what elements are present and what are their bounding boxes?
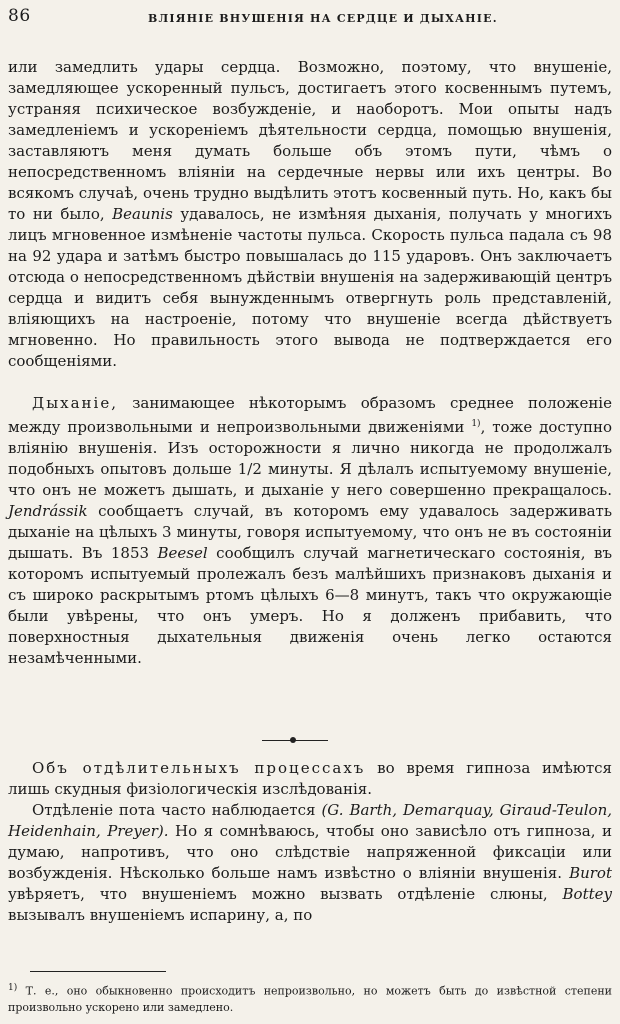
author-name-beaunis: Beaunis — [112, 205, 173, 223]
footnote-text: Т. е., оно обыкновенно происходитъ непроизвольно, но можетъ быть до извѣстной степени произвольно ускорено или замедлено. — [8, 984, 612, 1014]
page-header — [8, 4, 612, 28]
paragraph-text: сообщаетъ случай, въ которомъ ему удавалось задерживать дыханіе на цѣлыхъ 3 минуты, говоря испытуемому, что онъ не въ состояніи дышать. Въ 1853 — [8, 502, 612, 562]
paragraph-text: во время гипноза имѣются лишь скудныя физіологическія изслѣдованія. — [8, 759, 612, 798]
section-lead-breathing: Дыханіе, — [32, 394, 118, 412]
paragraph-text: минуты. Я дѣлалъ испытуемому внушеніе, что онъ не можетъ дышать, и дыханіе у него совершенно прекращалось. — [8, 460, 612, 499]
running-title: ВЛІЯНІЕ ВНУШЕНІЯ НА СЕРДЦЕ И ДЫХАНІЕ. — [148, 12, 498, 25]
page-number: 86 — [8, 6, 31, 26]
author-name-burot: Burot — [569, 864, 612, 882]
fraction-half: 1/2 — [237, 460, 262, 478]
author-name-jendrassik: Jendrássik — [8, 502, 88, 520]
paragraph-text: или замедлить удары сердца. Возможно, поэтому, что внушеніе, замедляющее ускоренный пульсъ, достигаетъ этого косвеннымъ путемъ, устраняя психическое возбужденіе, и наоборотъ. Мои опыты надъ замедленіемъ и ускореніемъ дѣятельности сердца, помощью внушенія, заставляютъ меня думать больше объ этомъ пути, чѣмъ о непосредственномъ вліяніи на сердечные нервы или ихъ центры. Во всякомъ случаѣ, очень трудно выдѣлить этотъ косвенный путь. Но, какъ бы то ни было, — [8, 58, 612, 223]
paragraph-text: занимающее нѣкоторымъ образомъ среднее положеніе между произвольными и непроизвольными движеніями — [8, 394, 612, 436]
author-name-bottey: Bottey — [562, 885, 612, 903]
footnote-mark: 1) — [8, 983, 18, 993]
main-text — [8, 36, 612, 690]
paragraph-heart-rate — [8, 57, 612, 372]
paragraph-text: вызывалъ внушеніемъ испарину, а, по — [8, 906, 313, 924]
paragraph-text: Отдѣленіе пота часто наблюдается — [32, 801, 322, 819]
paragraph-secretion-intro — [8, 758, 612, 800]
paragraph-text: Но я сомнѣваюсь, чтобы оно зависѣло отъ гипноза, и думаю, напротивъ, что оно слѣдствіе напряженной фиксаціи или возбужденія. Нѣсколько больше намъ извѣстно о вліяніи внушенія. — [8, 822, 612, 882]
footnote-reference: 1) — [471, 419, 481, 429]
footnote-divider — [30, 971, 166, 972]
author-name-beesel: Beesel — [157, 544, 208, 562]
section-divider — [262, 740, 328, 741]
paragraph-sweat — [8, 800, 612, 926]
paragraph-text: , тоже доступно вліянію внушенія. Изъ осторожности я лично никогда не продолжалъ подобныхъ опытовъ дольше — [8, 418, 612, 478]
paragraph-text: увѣряетъ, что внушеніемъ можно вызвать отдѣленіе слюны, — [8, 885, 563, 903]
paragraph-text: удавалось, не измѣняя дыханія, получать у многихъ лицъ мгновенное измѣненіе частоты пульса. Скорость пульса падала съ 98 на 92 удара и затѣмъ быстро повышалась до 115 ударовъ. Онъ заключаетъ отсюда о непосредственномъ дѣйствіи внушенія на задерживающій центръ сердца и видитъ себя вынужденнымъ отвергнуть роль представленій, вліяющихъ на настроеніе, потому что внушеніе всегда дѣйствуетъ мгновенно. Но правильность этого вывода не подтверждается его сообщеніями. — [8, 205, 612, 370]
paragraph-text: сообщилъ случай магнетическаго состоянія, въ которомъ испытуемый пролежалъ безъ малѣйшихъ признаковъ дыханія и съ широко раскрытымъ ртомъ цѣлыхъ 6—8 минутъ, такъ что окружающіе были увѣрены, что онъ умеръ. Но я долженъ прибавить, что поверхностныя дыхательныя движенія очень легко остаются незамѣченными. — [8, 544, 612, 667]
main-text-continued — [8, 758, 612, 926]
paragraph-breathing — [8, 393, 612, 669]
section-lead-secretion: Объ отдѣлительныхъ процессахъ — [32, 759, 366, 777]
footnote — [8, 980, 612, 1016]
citation-authors: (G. Barth, Demarquay, Giraud-Teulon, Heidenhain, Preyer). — [8, 801, 612, 840]
